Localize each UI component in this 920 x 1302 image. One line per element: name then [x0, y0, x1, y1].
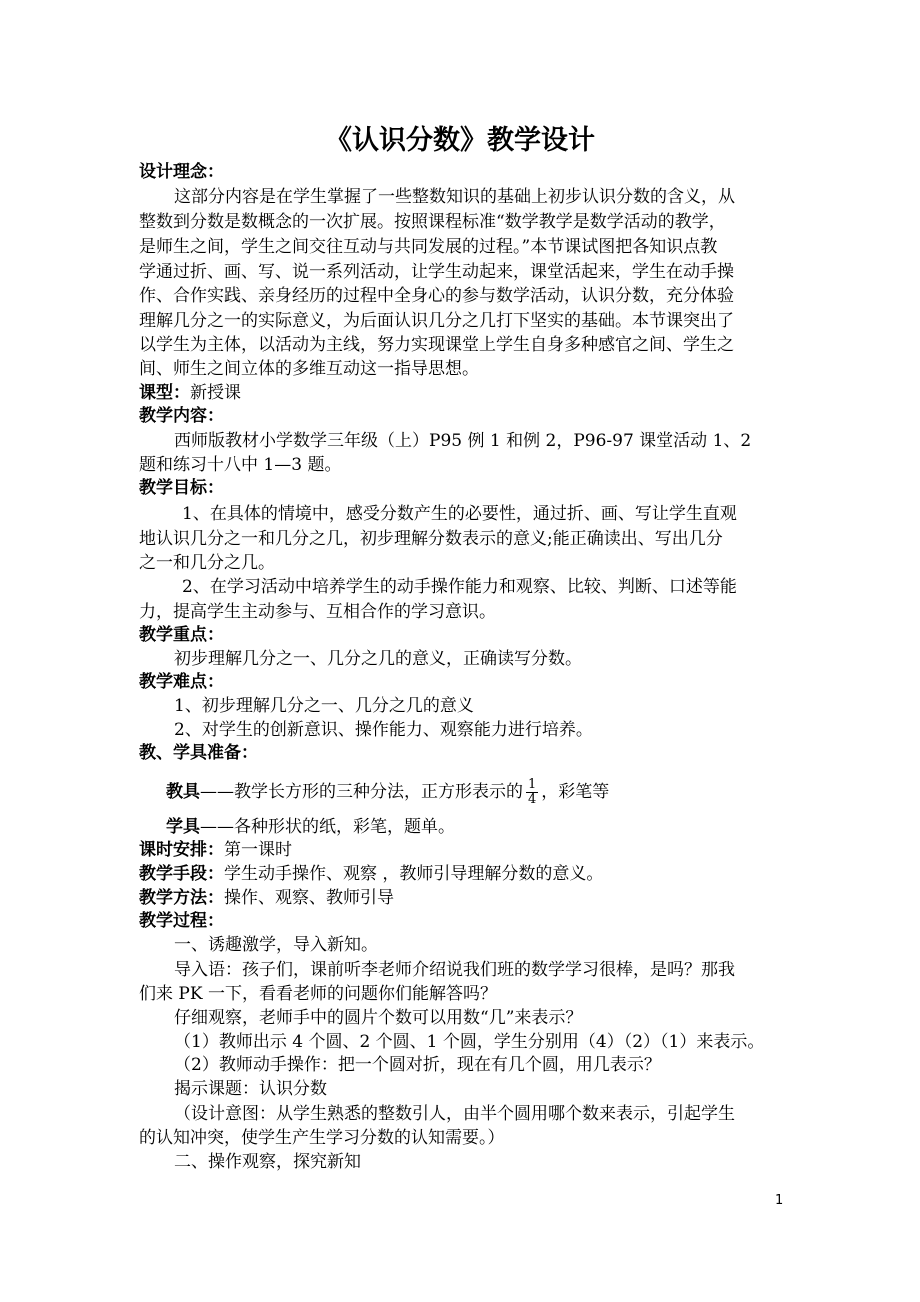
- preparation-heading: 教、学具准备：: [139, 743, 258, 763]
- content-line: 题和练习十八中 1—3 题。: [139, 455, 342, 475]
- process-line: 一、诱趣激学，导入新知。: [174, 935, 378, 955]
- process-line: 导入语：孩子们，课前听李老师介绍说我们班的数学学习很棒，是吗？那我: [174, 960, 735, 980]
- key-points-heading: 教学重点：: [139, 625, 224, 645]
- design-idea-line: 作、合作实践、亲身经历的过程中全身心的参与数学活动，认识分数，充分体验: [139, 286, 734, 306]
- fraction-numerator: 1: [528, 777, 537, 792]
- page-title: 《认识分数》教学设计: [325, 125, 595, 156]
- teacher-tools-tail: ，彩笔等: [541, 782, 610, 802]
- key-points-text: 初步理解几分之一、几分之几的意义，正确读写分数。: [174, 649, 582, 669]
- teacher-tools: [166, 775, 609, 809]
- design-idea-line: 是师生之间，学生之间交往互动与共同发展的过程。”本节课试图把各知识点教: [139, 237, 718, 257]
- student-tools-label: 学具: [166, 817, 200, 837]
- process-line: 揭示课题：认识分数: [174, 1079, 327, 1099]
- objective-line: 之一和几分之几。: [139, 553, 275, 573]
- methods-row: [139, 886, 394, 910]
- process-line: （设计意图：从学生熟悉的整数引人，由半个圆用哪个数来表示，引起学生: [174, 1104, 735, 1124]
- teacher-tools-label: 教具: [166, 782, 200, 802]
- design-idea-line: 学通过折、画、写、说一系列活动，让学生动起来，课堂活起来，学生在动手操: [139, 262, 734, 282]
- methods-label: 教学方法：: [139, 888, 224, 908]
- process-line: 仔细观察，老师手中的圆片个数可以用数“几”来表示？: [174, 1008, 583, 1028]
- lesson-type-value: 新授课: [190, 383, 241, 403]
- difficulty-line: 1、初步理解几分之一、几分之几的意义: [174, 696, 474, 716]
- process-heading: 教学过程：: [139, 911, 224, 931]
- process-line: （1）教师出示 4 个圆、2 个圆、1 个圆，学生分别用（4）（2）（1）来表示。: [174, 1032, 765, 1052]
- process-line: （2）教师动手操作：把一个圆对折，现在有几个圆，用几表示？: [174, 1055, 661, 1075]
- means-value: 学生动手操作、观察 ，教师引导理解分数的意义。: [224, 864, 604, 884]
- process-line: 二、操作观察，探究新知: [174, 1152, 361, 1172]
- objective-line: 1、在具体的情境中，感受分数产生的必要性，通过折、画、写让学生直观: [182, 504, 737, 524]
- difficulty-line: 2、对学生的创新意识、操作能力、观察能力进行培养。: [174, 720, 593, 740]
- objectives-heading: 教学目标：: [139, 478, 224, 498]
- design-idea-line: 间、师生之间立体的多维互动这一指导思想。: [139, 359, 479, 379]
- student-tools: [166, 815, 455, 839]
- design-idea-heading: 设计理念：: [139, 162, 224, 182]
- process-line: 们来 PK 一下，看看老师的问题你们能解答吗？: [139, 984, 497, 1004]
- lesson-type-row: [139, 381, 241, 405]
- design-idea-line: 理解几分之一的实际意义，为后面认识几分之几打下坚实的基础。本节课突出了: [139, 311, 734, 331]
- objective-line: 力，提高学生主动参与、互相合作的学习意识。: [139, 602, 496, 622]
- design-idea-line: 这部分内容是在学生掌握了一些整数知识的基础上初步认识分数的含义，从: [174, 187, 735, 207]
- process-line: 的认知冲突，使学生产生学习分数的认知需要。）: [139, 1128, 505, 1148]
- difficulties-heading: 教学难点：: [139, 672, 224, 692]
- methods-value: 操作、观察、教师引导: [224, 888, 394, 908]
- schedule-row: [139, 838, 292, 862]
- content-line: 西师版教材小学数学三年级（上）P95 例 1 和例 2，P96-97 课堂活动 1、2: [174, 431, 752, 451]
- content-heading: 教学内容：: [139, 406, 224, 426]
- objective-line: 2、在学习活动中培养学生的动手操作能力和观察、比较、判断、口述等能: [182, 577, 737, 597]
- means-label: 教学手段：: [139, 864, 224, 884]
- objective-line: 地认识几分之一和几分之几，初步理解分数表示的意义;能正确读出、写出几分: [139, 529, 723, 549]
- fraction-one-quarter: [526, 778, 538, 807]
- student-tools-text: ——各种形状的纸，彩笔，题单。: [200, 817, 455, 837]
- design-idea-line: 以学生为主体，以活动为主线，努力实现课堂上学生自身多种感官之间、学生之: [139, 335, 734, 355]
- lesson-type-label: 课型：: [139, 383, 190, 403]
- means-row: [139, 862, 603, 886]
- teacher-tools-text: ——教学长方形的三种分法，正方形表示的: [200, 782, 523, 802]
- schedule-label: 课时安排：: [139, 840, 224, 860]
- fraction-denominator: 4: [528, 792, 537, 807]
- schedule-value: 第一课时: [224, 840, 292, 860]
- page-number: 1: [775, 1193, 784, 1208]
- design-idea-line: 整数到分数是数概念的一次扩展。按照课程标准“数学教学是数学活动的教学，: [139, 212, 726, 232]
